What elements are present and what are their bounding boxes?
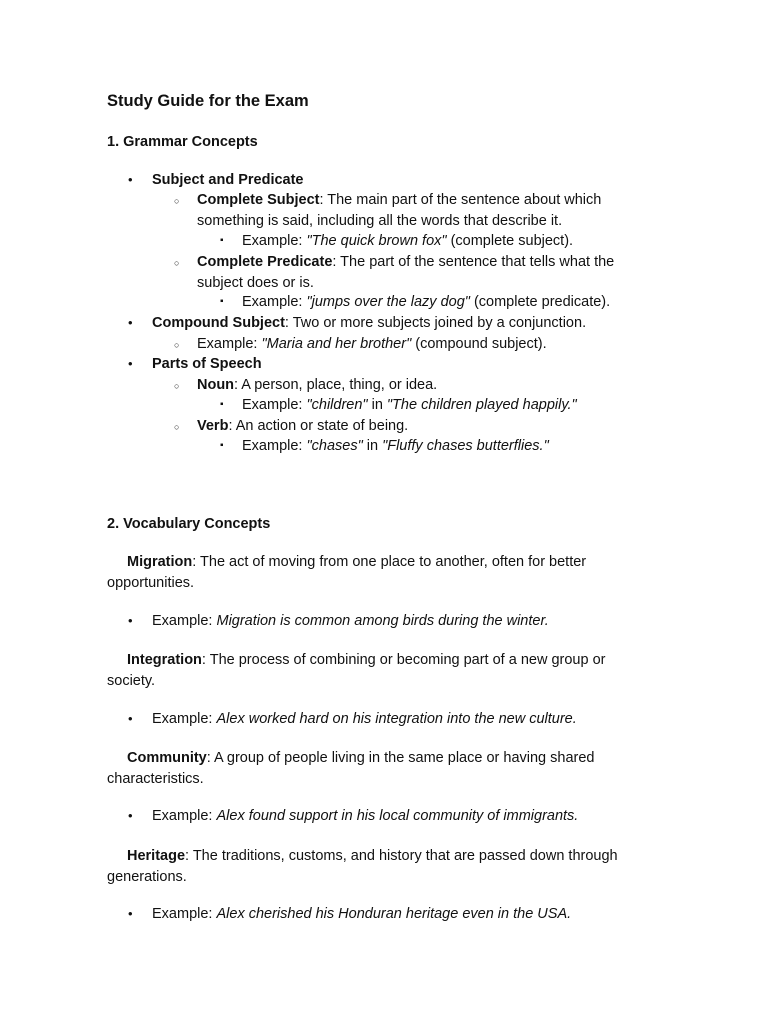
term: Migration [127,554,193,570]
term: Verb [197,418,229,434]
definition: : A person, place, thing, or idea. [234,377,438,393]
list-item-subject-predicate [152,170,304,191]
example-prefix: Example: [242,233,307,249]
definition: : Two or more subjects joined by a conjunction. [284,315,587,331]
definition: : An action or state of being. [228,418,409,434]
definition-line2: generations. [107,868,187,885]
example-complete-subject [242,231,573,252]
example-text: Alex worked hard on his integration into the new culture. [216,711,577,727]
term: Compound Subject [152,315,285,331]
example-sentence: "The children played happily." [386,397,577,413]
example-prefix: Example: [152,906,217,922]
definition-line2: something is said, including all the words that describe it. [197,212,563,229]
example-in: in [367,397,387,413]
definition-line1: : The main part of the sentence about which [319,192,602,208]
example-suffix: (complete predicate). [469,294,611,310]
term: Community [127,750,207,766]
term: Heritage [127,848,186,864]
definition-line1: : A group of people living in the same place or having shared [206,750,595,766]
list-item-parts-of-speech [152,354,262,375]
example-prefix: Example: [152,808,217,824]
item-label: Parts of Speech [152,356,262,372]
example-prefix: Example: [242,397,307,413]
example-integration [152,709,577,730]
term: Complete Subject [197,192,320,208]
vocab-definition-community [107,748,667,789]
example-migration [152,611,549,632]
list-item-verb [197,416,408,437]
term: Complete Predicate [197,254,333,270]
definition-line2: characteristics. [107,770,204,787]
example-in: in [362,438,383,454]
example-suffix: (compound subject). [411,336,547,352]
example-prefix: Example: [152,711,217,727]
definition-line1: : The act of moving from one place to another, often for better [192,554,587,570]
example-sentence: "Fluffy chases butterflies." [382,438,549,454]
list-item-complete-predicate [197,252,614,293]
list-item-complete-subject [197,190,601,231]
list-item-noun [197,375,437,396]
example-text: Migration is common among birds during the winter. [216,613,549,629]
example-suffix: (complete subject). [446,233,574,249]
example-prefix: Example: [242,294,307,310]
example-noun [242,395,577,416]
example-prefix: Example: [242,438,307,454]
example-word: "chases" [306,438,363,454]
example-complete-predicate [242,292,610,313]
page-title: Study Guide for the Exam [107,92,309,110]
example-word: "children" [306,397,368,413]
vocab-definition-migration [107,552,667,593]
example-prefix: Example: [197,336,262,352]
item-label: Subject and Predicate [152,172,304,188]
term: Noun [197,377,235,393]
list-item-compound-subject [152,313,586,334]
example-verb [242,436,549,457]
section-heading-grammar: 1. Grammar Concepts [107,134,258,150]
definition-line2: subject does or is. [197,274,314,291]
example-text: Alex found support in his local community of immigrants. [216,808,579,824]
example-compound-subject [197,334,547,355]
section-heading-vocabulary: 2. Vocabulary Concepts [107,516,271,532]
example-prefix: Example: [152,613,217,629]
example-quote: "The quick brown fox" [306,233,447,249]
definition-line1: : The part of the sentence that tells what the [332,254,615,270]
example-quote: "Maria and her brother" [261,336,412,352]
example-community [152,806,578,827]
example-heritage [152,904,571,925]
vocab-definition-heritage [107,846,687,887]
vocab-definition-integration [107,650,667,691]
term: Integration [127,652,202,668]
example-text: Alex cherished his Honduran heritage even in the USA. [216,906,572,922]
definition-line1: : The traditions, customs, and history that are passed down through [185,848,618,864]
example-quote: "jumps over the lazy dog" [306,294,470,310]
definition-line2: society. [107,672,156,689]
definition-line2: opportunities. [107,574,195,591]
definition-line1: : The process of combining or becoming part of a new group or [201,652,606,668]
